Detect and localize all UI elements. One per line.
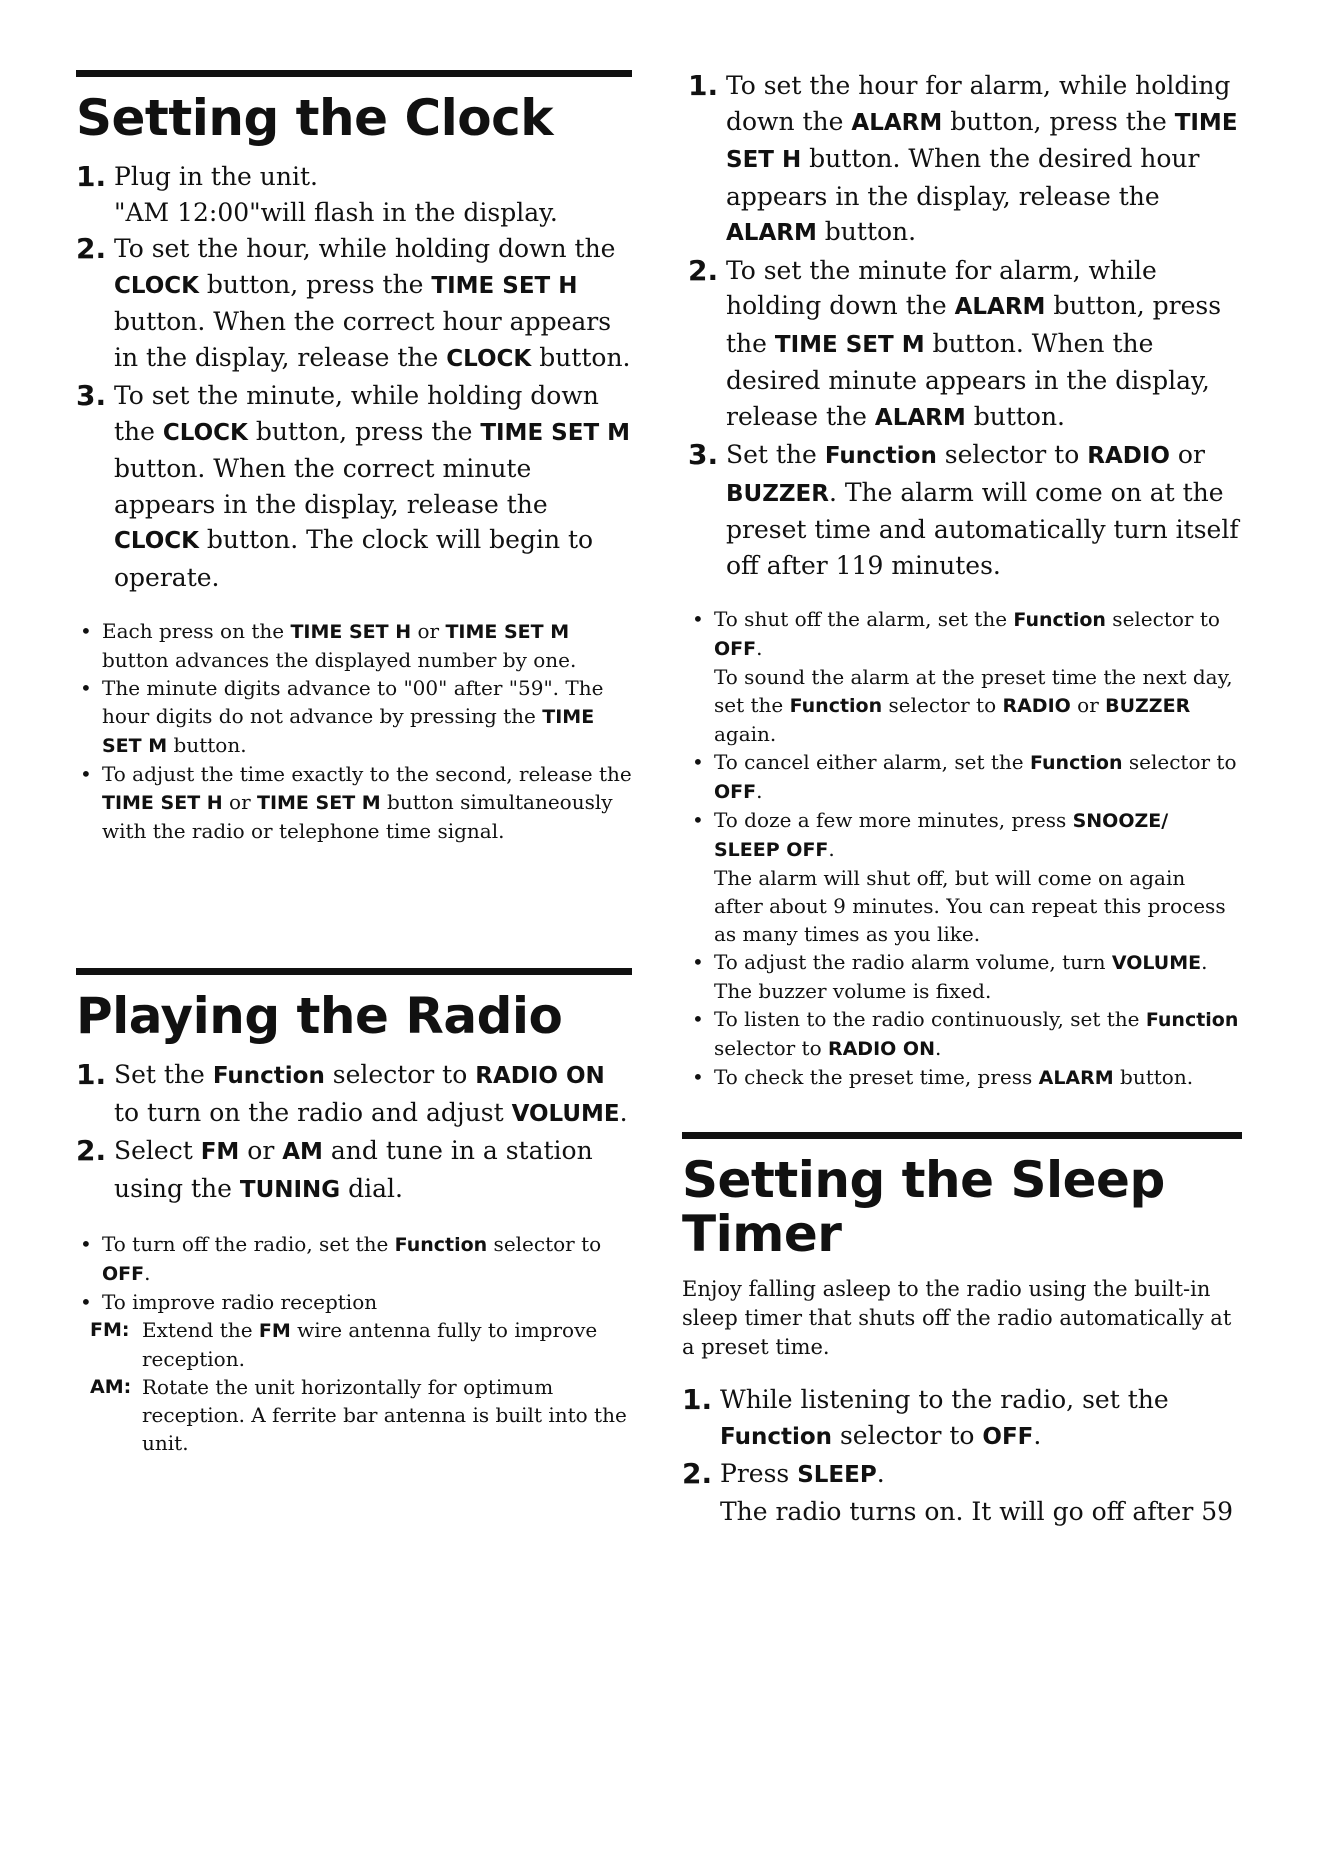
bullet-icon: •	[80, 762, 92, 786]
alarm-note-2: • To cancel either alarm, set the Function selector to OFF.	[692, 750, 1237, 803]
alarm-note-1: • To shut off the alarm, set the Function selector to OFF. To sound the alarm at the preset time the next day, set the Function selector to RADIO or BUZZER again.	[692, 607, 1233, 746]
bullet-icon: •	[80, 676, 92, 700]
radio-steps	[76, 1057, 632, 1208]
section-sleep-timer	[682, 1132, 1242, 1530]
bullet-icon: •	[80, 1232, 92, 1256]
radio-note-1: • To turn off the radio, set the Function selector to OFF.	[80, 1232, 602, 1285]
sleep-step-1: 1. While listening to the radio, set the Function selector to OFF.	[682, 1383, 1169, 1450]
section-rule	[76, 968, 632, 975]
alarm-step-3: 3. Set the Function selector to RADIO or BUZZER. The alarm will come on at the preset time and automatically turn itself off after 119 minutes.	[688, 438, 1239, 580]
section-setting-clock	[76, 70, 632, 845]
radio-note-2: • To improve radio reception	[80, 1290, 378, 1314]
clock-notes	[76, 617, 632, 845]
bullet-icon: •	[692, 808, 704, 832]
section-playing-radio	[76, 968, 632, 1457]
radio-step-1: 1. Set the Function selector to RADIO ON to turn on the radio and adjust VOLUME.	[76, 1058, 628, 1127]
section-alarm	[688, 68, 1240, 1092]
clock-steps	[76, 159, 632, 595]
bullet-icon: •	[692, 1065, 704, 1089]
radio-step-2: 2. Select FM or AM and tune in a station using the TUNING dial.	[76, 1134, 593, 1203]
bullet-icon: •	[692, 1007, 704, 1031]
section-rule	[682, 1132, 1242, 1139]
clock-step-3: 3. To set the minute, while holding down the CLOCK button, press the TIME SET M button. When the correct minute appears in the display, release the CLOCK button. The clock will begin to operate.	[76, 379, 631, 592]
alarm-note-6: • To check the preset time, press ALARM button.	[692, 1065, 1194, 1089]
clock-note-2: • The minute digits advance to "00" after "59". The hour digits do not advance by pressing the TIME SET M button.	[80, 676, 604, 757]
bullet-icon: •	[692, 950, 704, 974]
reception-fm: FM: Extend the FM wire antenna fully to improve reception.	[90, 1318, 598, 1371]
alarm-steps	[688, 68, 1240, 583]
reception-am: AM: Rotate the unit horizontally for optimum reception. A ferrite bar antenna is built into the unit.	[90, 1375, 627, 1455]
section-rule	[76, 70, 632, 77]
clock-note-1: • Each press on the TIME SET H or TIME SET M button advances the displayed number by one.	[80, 619, 577, 672]
bullet-icon: •	[80, 619, 92, 643]
section-title: Setting the Sleep Timer	[682, 1151, 1165, 1263]
alarm-note-3: • To doze a few more minutes, press SNOOZE/ SLEEP OFF. The alarm will shut off, but will come on again after about 9 minutes. You can repeat this process as many times as you like.	[692, 808, 1226, 946]
section-title: Playing the Radio	[76, 987, 563, 1045]
sleep-intro: Enjoy falling asleep to the radio using the built-in sleep timer that shuts off the radio automatically at a preset time.	[682, 1277, 1232, 1359]
alarm-note-5: • To listen to the radio continuously, set the Function selector to RADIO ON.	[692, 1007, 1239, 1060]
radio-notes	[76, 1230, 632, 1316]
bullet-icon: •	[692, 607, 704, 631]
section-title: Setting the Clock	[76, 89, 554, 147]
alarm-note-4: • To adjust the radio alarm volume, turn VOLUME. The buzzer volume is fixed.	[692, 950, 1208, 1003]
alarm-step-2: 2. To set the minute for alarm, while holding down the ALARM button, press the TIME SET M button. When the desired minute appears in the display, release the ALARM button.	[688, 253, 1222, 431]
alarm-step-1: 1. To set the hour for alarm, while holding down the ALARM button, press the TIME SET H button. When the desired hour appears in the display, release the ALARM button.	[688, 69, 1238, 246]
bullet-icon: •	[692, 750, 704, 774]
alarm-notes	[688, 605, 1240, 1092]
clock-note-3: • To adjust the time exactly to the second, release the TIME SET H or TIME SET M button simultaneously with the radio or telephone time signal.	[80, 762, 632, 843]
bullet-icon: •	[80, 1290, 92, 1314]
sleep-steps	[682, 1382, 1242, 1529]
sleep-step-2: 2. Press SLEEP. The radio turns on. It will go off after 59	[682, 1457, 1234, 1526]
clock-step-1: 1. Plug in the unit. "AM 12:00"will flash in the display.	[76, 160, 558, 227]
clock-step-2: 2. To set the hour, while holding down the CLOCK button, press the TIME SET H button. When the correct hour appears in the display, release the CLOCK button.	[76, 232, 631, 372]
